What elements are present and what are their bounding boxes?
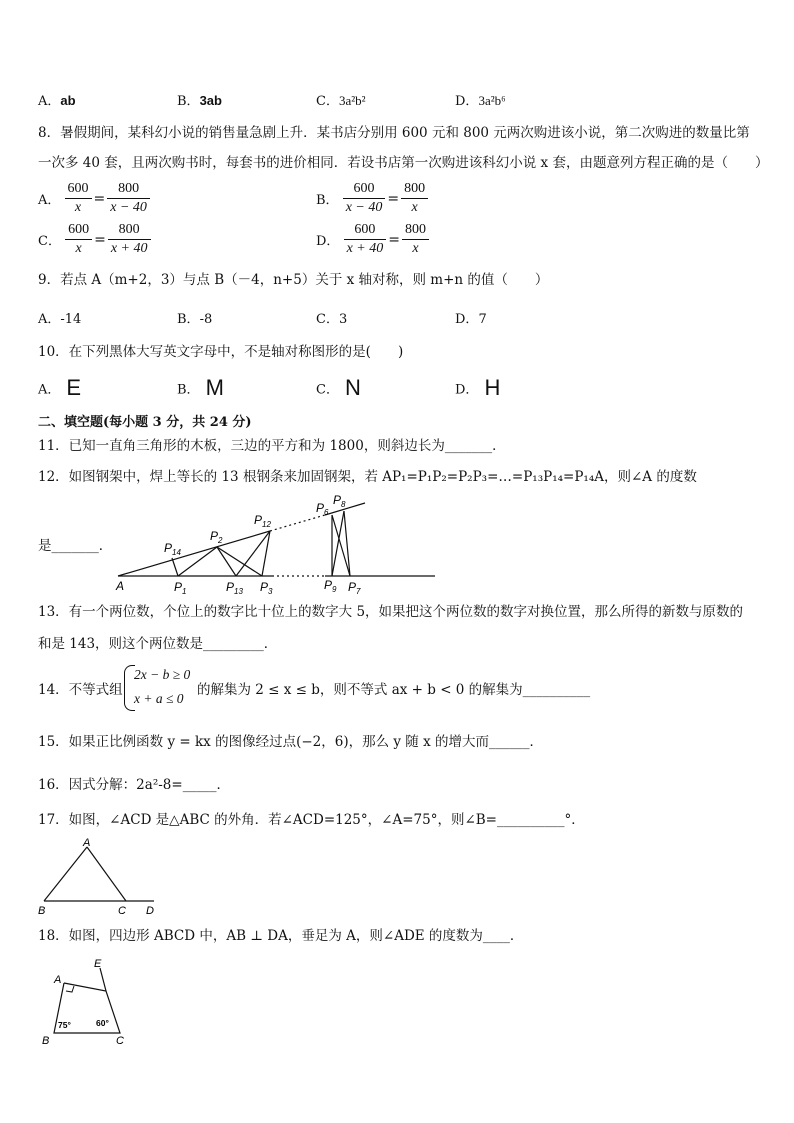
q13-text-line1: 13．有一个两位数，个位上的数字比十位上的数字大 5，如果把这个两位数的数字对换位置，那么所得的新数与原数的 — [38, 604, 744, 620]
q18-angle-c: 60° — [96, 1018, 109, 1028]
q10-option-b: B． M — [177, 375, 224, 400]
q12-label-p1: $P_1$ — [174, 580, 187, 596]
q7-option-d: D．3a²b⁶ — [455, 93, 506, 109]
q14-row2: x + a ≤ 0 — [134, 691, 184, 706]
q8-option-a: A． $\frac{600}{x}$ = $\frac{800}{x - 40}$ — [38, 180, 150, 217]
q14-suffix: 的解集为 2 ≤ x ≤ b，则不等式 ax + b < 0 的解集为__________ — [197, 682, 591, 698]
q8-option-d: D． $\frac{600}{x + 40}$ = $\frac{800}{x}$ — [316, 221, 429, 258]
q18-label-e: E — [94, 958, 102, 970]
q10-option-d: D． H — [455, 375, 501, 400]
q12-label-p12: $P_{12}$ — [254, 513, 271, 529]
q18-label-c: C — [116, 1035, 124, 1047]
q12-text: 12．如图钢架中，焊上等长的 13 根钢条来加固钢架，若 AP₁=P₁P₂=P₂P₃=…=P₁₃P₁₄=P₁₄A，则∠A 的度数 — [38, 469, 697, 485]
q13-text-line2: 和是 143，则这个两位数是_________． — [38, 636, 278, 652]
q17-label-a: A — [83, 837, 91, 849]
q12-label-p7: $P_7$ — [348, 580, 361, 596]
q8-option-c: C． $\frac{600}{x}$ = $\frac{800}{x + 40}$ — [38, 221, 151, 258]
q17-label-b: B — [38, 905, 46, 917]
q18-angle-b: 75° — [58, 1020, 71, 1030]
q12-label-p13: $P_{13}$ — [226, 580, 243, 596]
q7-option-c: C．3a²b² — [316, 93, 366, 109]
q9-option-c: C．3 — [316, 312, 348, 327]
q9-text: 9．若点 A（m+2，3）与点 B（－4，n+5）关于 x 轴对称，则 m+n 的值（ ） — [38, 272, 549, 288]
q18-label-a: A — [54, 974, 62, 986]
q18-quadrilateral-figure — [36, 955, 136, 1050]
q18-label-b: B — [42, 1035, 50, 1047]
q12-label-p8: $P_8$ — [333, 493, 346, 509]
q12-label-p9: $P_9$ — [324, 578, 337, 594]
q16-text: 16．因式分解：2a²-8=_____． — [38, 777, 230, 793]
q12-tail: 是_______． — [38, 538, 113, 554]
q17-label-d: D — [146, 905, 154, 917]
q12-label-p14: $P_{14}$ — [164, 541, 181, 557]
q12-label-p2: $P_2$ — [210, 529, 223, 545]
q17-text: 17．如图，∠ACD 是△ABC 的外角．若∠ACD=125°，∠A=75°，则∠B=__________°． — [38, 812, 585, 828]
q14-prefix: 14．不等式组 — [38, 682, 123, 698]
q10-text: 10．在下列黑体大写英文字母中，不是轴对称图形的是( ) — [38, 344, 404, 360]
q14-row1: 2x − b ≥ 0 — [134, 667, 191, 682]
q11-text: 11．已知一直角三角形的木板，三边的平方和为 1800，则斜边长为_______． — [38, 438, 506, 454]
q17-label-c: C — [118, 905, 126, 917]
q18-text: 18．如图，四边形 ABCD 中，AB ⊥ DA，垂足为 A，则∠ADE 的度数为____． — [38, 928, 524, 944]
q10-option-c: C． N — [316, 375, 361, 400]
q12-label-a: A — [116, 579, 125, 593]
q9-option-d: D．7 — [455, 312, 487, 327]
section-heading: 二、填空题(每小题 3 分，共 24 分) — [38, 415, 252, 430]
q17-triangle-figure — [34, 834, 164, 918]
q8-option-b: B． $\frac{600}{x - 40}$ = $\frac{800}{x}$ — [316, 180, 428, 217]
q7-option-b: B．3ab — [177, 93, 222, 109]
q9-option-a: A．-14 — [38, 312, 82, 327]
q12-steel-frame-figure — [100, 490, 445, 598]
q12-label-p3: $P_3$ — [260, 580, 273, 596]
q7-option-a: A．ab — [38, 93, 76, 109]
q8-text-line2: 一次多 40 套，且两次购书时，每套书的进价相同．若设书店第一次购进该科幻小说 x 套，由题意列方程正确的是（ ） — [38, 155, 769, 171]
q8-text-line1: 8．暑假期间，某科幻小说的销售量急剧上升．某书店分别用 600 元和 800 元两次购进该小说，第二次购进的数量比第 — [38, 125, 750, 141]
q9-option-b: B．-8 — [177, 312, 213, 327]
q15-text: 15．如果正比例函数 y = kx 的图像经过点(−2，6)，那么 y 随 x 的增大而______． — [38, 734, 544, 750]
q10-option-a: A． E — [38, 375, 82, 400]
q12-label-p6: $P_6$ — [316, 501, 329, 517]
